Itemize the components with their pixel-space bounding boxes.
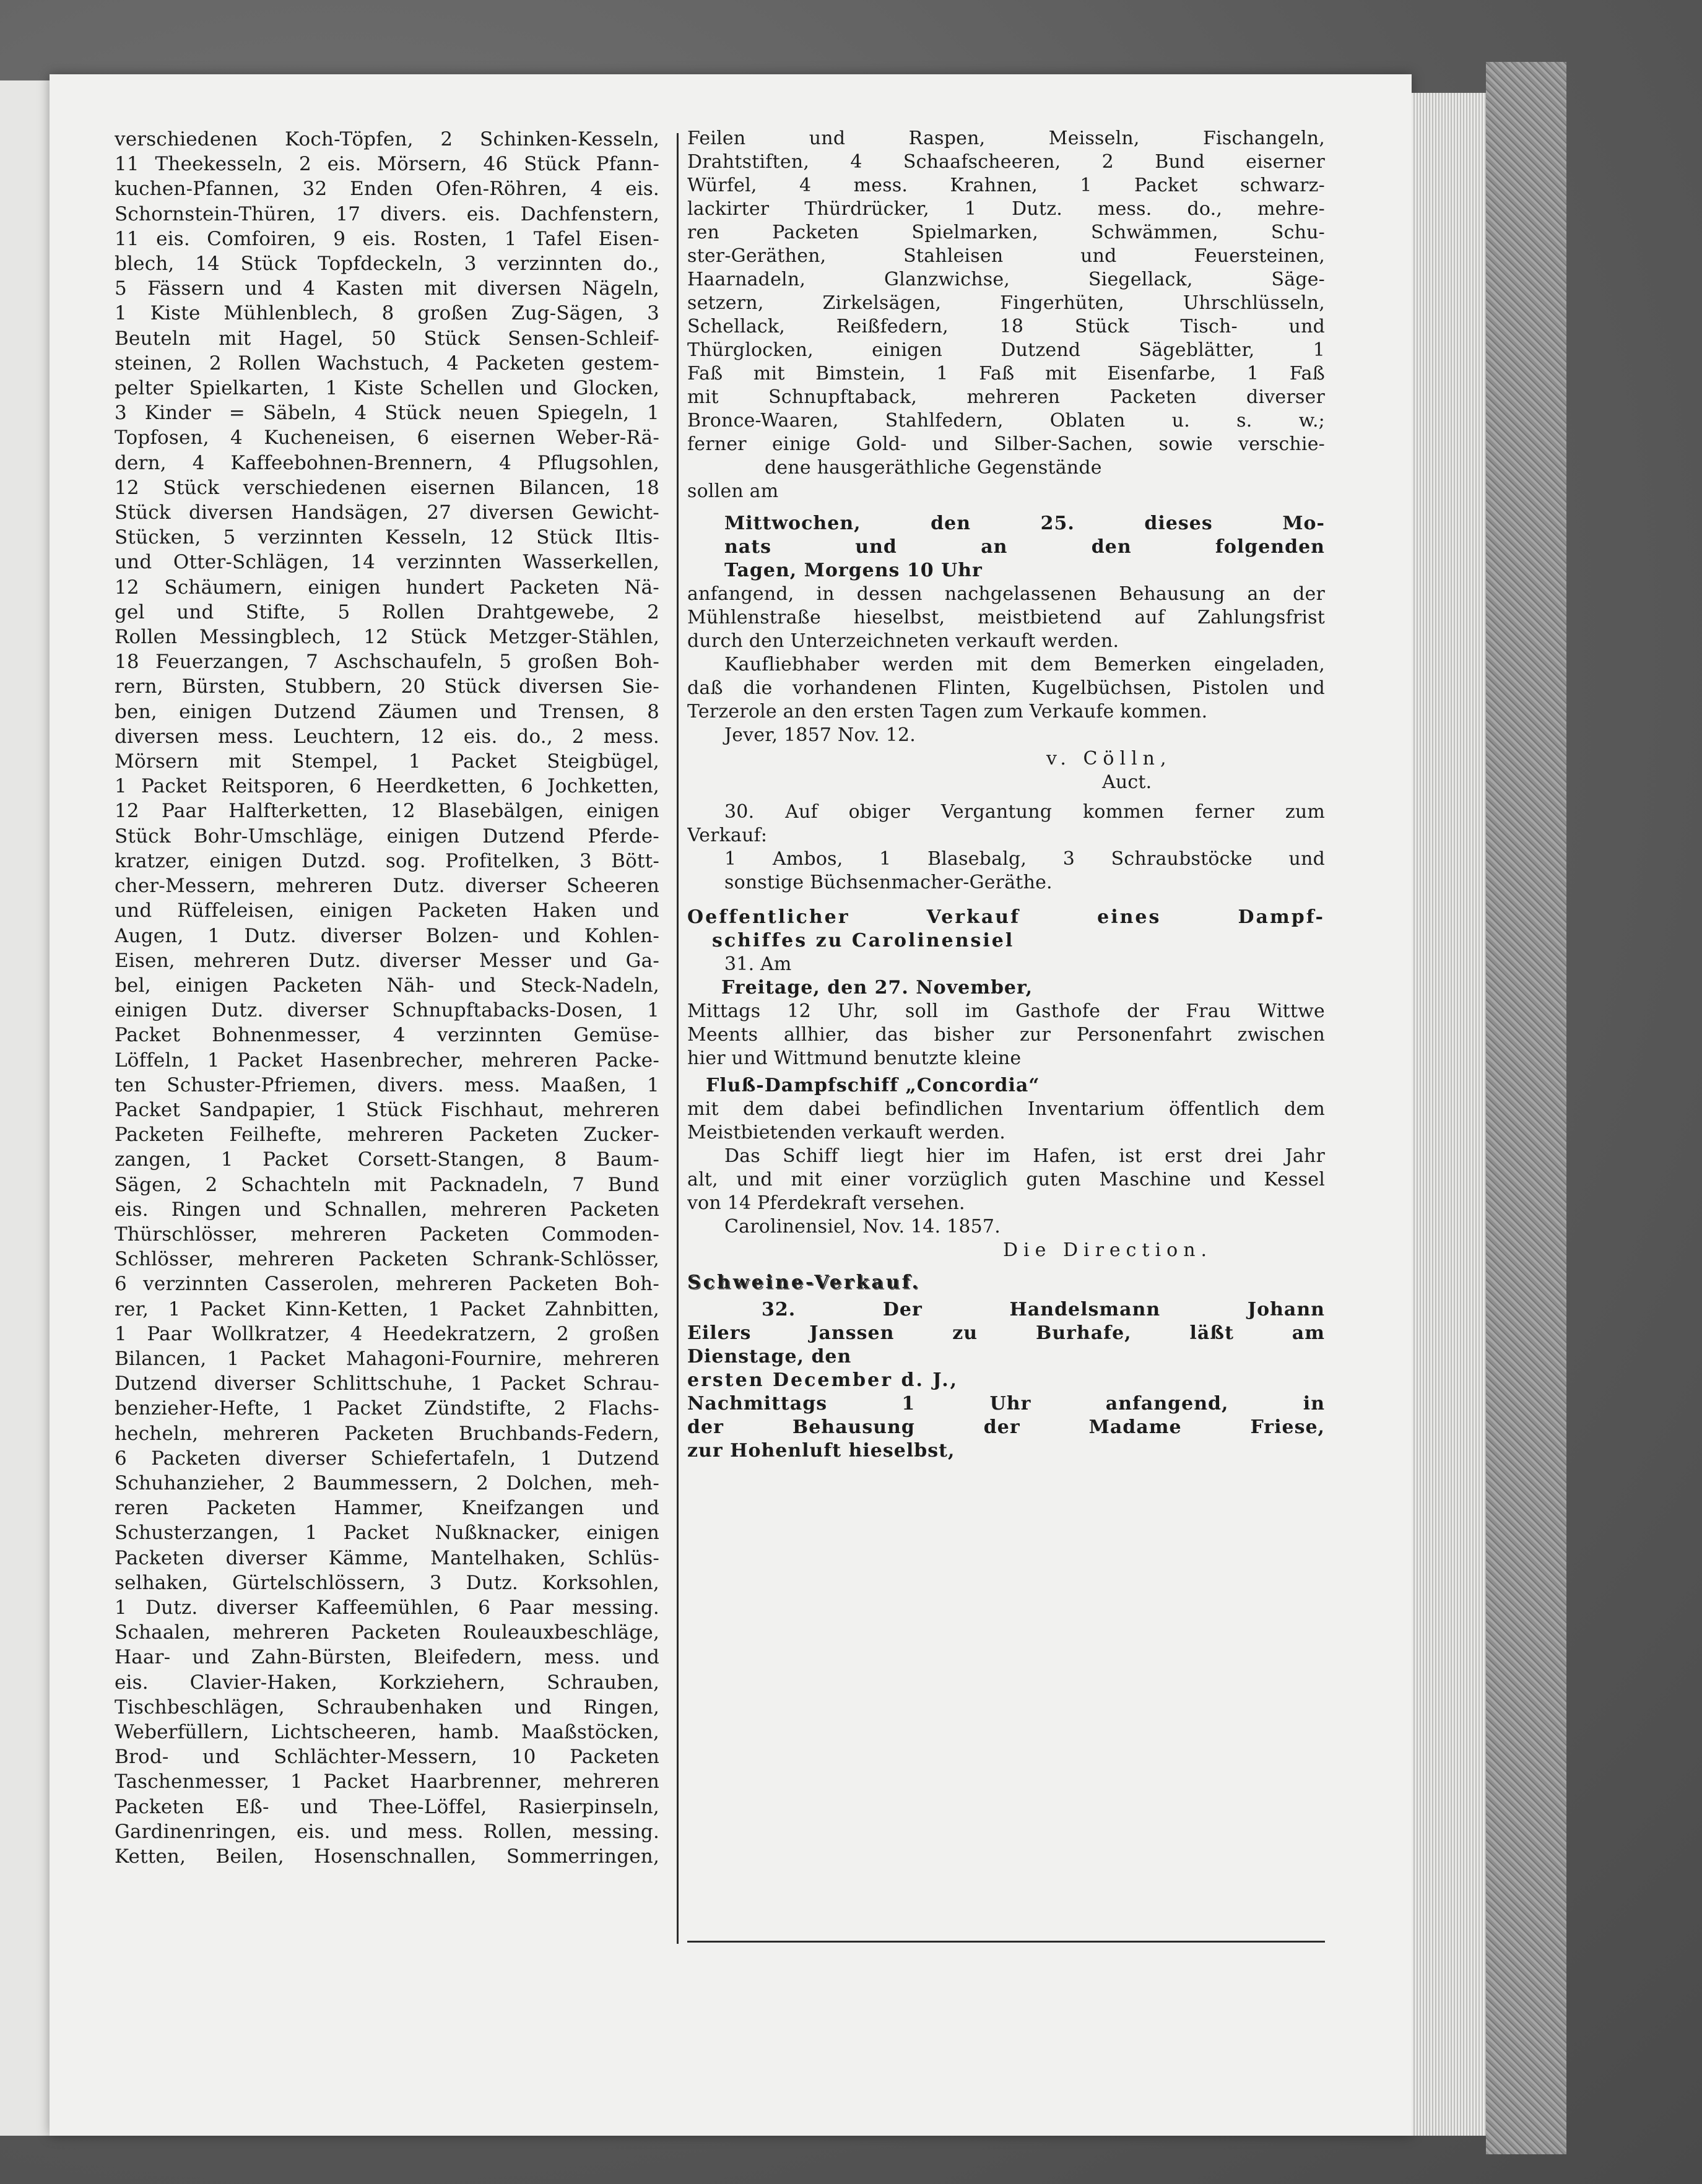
signature: v. Cölln,	[1046, 748, 1172, 769]
text-line: blech, 14 Stück Topfdeckeln, 3 verzinnten do.,	[115, 253, 659, 275]
text-line: Faß mit Bimstein, 1 Faß mit Eisenfarbe, 1 Faß	[687, 363, 1325, 384]
text-line: Rollen Messingblech, 12 Stück Metzger-Stählen,	[115, 626, 659, 649]
text-line: Gardinenringen, eis. und mess. Rollen, messing.	[115, 1820, 659, 1843]
text-line: benzieher-Hefte, 1 Packet Zündstifte, 2 Flachs-	[115, 1397, 659, 1420]
text-line: Bronce-Waaren, Stahlfedern, Oblaten u. s. w.;	[687, 410, 1325, 431]
text-line: 12 Schäumern, einigen hundert Packeten Nä-	[115, 576, 659, 599]
section-heading: schiffes zu Carolinensiel	[712, 930, 1015, 951]
text-line-large: Eilers Janssen zu Burhafe, läßt am	[687, 1322, 1325, 1344]
text-line: mit Schnupftaback, mehreren Packeten diverser	[687, 386, 1325, 408]
text-line: Würfel, 4 mess. Krahnen, 1 Packet schwarz-	[687, 175, 1325, 196]
text-line: pelter Spielkarten, 1 Kiste Schellen und Glocken,	[115, 377, 659, 400]
text-line: rer, 1 Packet Kinn-Ketten, 1 Packet Zahnbitten,	[115, 1298, 659, 1320]
text-line: lackirter Thürdrücker, 1 Dutz. mess. do., mehre-	[687, 198, 1325, 220]
place-date: Carolinensiel, Nov. 14. 1857.	[724, 1216, 1001, 1237]
text-line: und Rüffeleisen, einigen Packeten Haken und	[115, 899, 659, 922]
text-line: hier und Wittmund benutzte kleine	[687, 1047, 1022, 1069]
text-line: eis. Clavier-Haken, Korkziehern, Schrauben,	[115, 1671, 659, 1694]
text-line: Terzerole an den ersten Tagen zum Verkaufe kommen.	[687, 701, 1208, 722]
text-line-large: Nachmittags 1 Uhr anfangend, in	[687, 1393, 1325, 1415]
text-line: 11 eis. Comfoiren, 9 eis. Rosten, 1 Tafel Eisen-	[115, 227, 659, 250]
text-line: setzern, Zirkelsägen, Fingerhüten, Uhrschlüsseln,	[687, 292, 1325, 314]
text-line: Ketten, Beilen, Hosenschnallen, Sommerringen,	[115, 1845, 659, 1868]
text-line: 3 Kinder = Säbeln, 4 Stück neuen Spiegeln, 1	[115, 402, 659, 425]
right-column	[687, 127, 1325, 1463]
text-line: Stück Bohr-Umschläge, einigen Dutzend Pferde-	[115, 825, 659, 847]
left-column	[115, 127, 659, 1869]
place-date: Jever, 1857 Nov. 12.	[724, 724, 916, 746]
auction-date-line: Tagen, Morgens 10 Uhr	[724, 560, 983, 581]
text-line: verschiedenen Koch-Töpfen, 2 Schinken-Kesseln,	[115, 128, 659, 150]
text-line: Stücken, 5 verzinnten Kesseln, 12 Stück Iltis-	[115, 526, 659, 549]
items-continuation	[687, 127, 1325, 433]
text-line: Das Schiff liegt hier im Hafen, ist erst drei Jahr	[724, 1145, 1325, 1167]
text-line: Beuteln mit Hagel, 50 Stück Sensen-Schleif-	[115, 327, 659, 350]
text-line: 12 Paar Halfterketten, 12 Blasebälgen, einigen	[115, 800, 659, 823]
text-line: ren Packeten Spielmarken, Schwämmen, Schu-	[687, 222, 1325, 243]
text-line: steinen, 2 Rollen Wachstuch, 4 Packeten gestem-	[115, 352, 659, 375]
text-line: 1 Paar Wollkratzer, 4 Heedekratzern, 2 großen	[115, 1322, 659, 1345]
column-bottom-rule	[687, 1941, 1325, 1943]
text-line: Schellack, Reißfedern, 18 Stück Tisch- und	[687, 316, 1325, 337]
text-line: von 14 Pferdekraft versehen.	[687, 1192, 965, 1214]
text-line: Schusterzangen, 1 Packet Nußknacker, einigen	[115, 1522, 659, 1545]
text-line: sonstige Büchsenmacher-Geräthe.	[724, 872, 1053, 893]
column-divider	[677, 133, 679, 1944]
text-line: Meents allhier, das bisher zur Personenfahrt zwischen	[687, 1024, 1325, 1046]
text-line: ben, einigen Dutzend Zäumen und Trensen, 8	[115, 700, 659, 723]
text-line: Packeten diverser Kämme, Mantelhaken, Schlüs-	[115, 1546, 659, 1569]
text-line: Sägen, 2 Schachteln mit Packnadeln, 7 Bund	[115, 1173, 659, 1196]
text-line: anfangend, in dessen nachgelassenen Behausung an der	[687, 583, 1325, 605]
text-line: mit dem dabei befindlichen Inventarium öffentlich dem	[687, 1098, 1325, 1120]
page-edges	[1412, 93, 1486, 2136]
text-line: Taschenmesser, 1 Packet Haarbrenner, mehreren	[115, 1770, 659, 1793]
text-line: sollen am	[687, 480, 779, 502]
auction-date-line: Freitage, den 27. November,	[721, 977, 1033, 999]
text-line: 1 Kiste Mühlenblech, 8 großen Zug-Sägen, 3	[115, 302, 659, 325]
text-line: 30. Auf obiger Vergantung kommen ferner zum	[724, 801, 1325, 823]
section-heading-large: Schweine-Verkauf.	[687, 1272, 921, 1293]
text-line: gel und Stifte, 5 Rollen Drahtgewebe, 2	[115, 600, 659, 623]
text-line: Schaalen, mehreren Packeten Rouleauxbeschläge,	[115, 1621, 659, 1644]
text-line: bel, einigen Packeten Näh- und Steck-Nadeln,	[115, 974, 659, 997]
text-line: Schornstein-Thüren, 17 divers. eis. Dachfenstern,	[115, 202, 659, 225]
signature-title: Auct.	[1102, 771, 1152, 793]
text-line: Topfosen, 4 Kucheneisen, 6 eisernen Weber-Rä-	[115, 427, 659, 449]
text-line: Löffeln, 1 Packet Hasenbrecher, mehreren Packe-	[115, 1049, 659, 1072]
text-line: Mörsern mit Stempel, 1 Packet Steigbügel,	[115, 750, 659, 773]
text-line: Packet Sandpapier, 1 Stück Fischhaut, mehreren	[115, 1098, 659, 1121]
text-line-large: zur Hohenluft hieselbst,	[687, 1440, 955, 1462]
text-line: Tischbeschlägen, Schraubenhaken und Ringen,	[115, 1696, 659, 1718]
auction-date-line: nats und an den folgenden	[724, 536, 1325, 558]
text-line: alt, und mit einer vorzüglich guten Maschine und Kessel	[687, 1169, 1325, 1190]
text-line: hecheln, mehreren Packeten Bruchbands-Federn,	[115, 1422, 659, 1445]
text-line: zangen, 1 Packet Corsett-Stangen, 8 Baum-	[115, 1148, 659, 1171]
ship-name: Fluß-Dampfschiff „Concordia“	[706, 1075, 1040, 1096]
text-line: 1 Packet Reitsporen, 6 Heerdketten, 6 Jochketten,	[115, 775, 659, 798]
text-line: Augen, 1 Dutz. diverser Bolzen- und Kohlen-	[115, 924, 659, 947]
text-line: diversen mess. Leuchtern, 12 eis. do., 2 mess.	[115, 725, 659, 748]
text-line: Packet Bohnenmesser, 4 verzinnten Gemüse-	[115, 1024, 659, 1047]
text-line: Drahtstiften, 4 Schaafscheeren, 2 Bund eiserner	[687, 151, 1325, 173]
book-cover-edge	[1486, 62, 1566, 2154]
text-line: Bilancen, 1 Packet Mahagoni-Fournire, mehreren	[115, 1347, 659, 1370]
text-line: Meistbietenden verkauft werden.	[687, 1122, 1005, 1143]
text-line: Verkauf:	[687, 825, 768, 846]
text-line: Haar- und Zahn-Bürsten, Bleifedern, mess. und	[115, 1646, 659, 1669]
text-line: reren Packeten Hammer, Kneifzangen und	[115, 1497, 659, 1520]
text-line: Kaufliebhaber werden mit dem Bemerken eingeladen,	[724, 654, 1325, 675]
text-line: Stück diversen Handsägen, 27 diversen Gewicht-	[115, 501, 659, 524]
text-line: 5 Fässern und 4 Kasten mit diversen Nägeln,	[115, 277, 659, 300]
text-line: dene hausgeräthliche Gegenstände	[765, 457, 1102, 479]
text-line: Mittags 12 Uhr, soll im Gasthofe der Frau Wittwe	[687, 1000, 1325, 1022]
text-line-large: Dienstage, den	[687, 1346, 852, 1367]
text-line: cher-Messern, mehreren Dutz. diverser Scheeren	[115, 875, 659, 898]
text-line: Eisen, mehreren Dutz. diverser Messer und Ga-	[115, 949, 659, 972]
text-line: Feilen und Raspen, Meisseln, Fischangeln,	[687, 128, 1325, 149]
text-line: Thürglocken, einigen Dutzend Sägeblätter, 1	[687, 339, 1325, 361]
previous-page-edge	[0, 80, 50, 2136]
text-line: einigen Dutz. diverser Schnupftabacks-Dosen, 1	[115, 999, 659, 1022]
text-line: Weberfüllern, Lichtscheeren, hamb. Maaßstöcken,	[115, 1721, 659, 1743]
text-line: Mühlenstraße hieselbst, meistbietend auf Zahlungsfrist	[687, 607, 1325, 628]
text-line: ster-Geräthen, Stahleisen und Feuersteinen,	[687, 245, 1325, 267]
text-line: kuchen-Pfannen, 32 Enden Ofen-Röhren, 4 eis.	[115, 178, 659, 201]
text-line: ferner einige Gold- und Silber-Sachen, sowie verschie-	[687, 433, 1325, 455]
section-heading: Oeffentlicher Verkauf eines Dampf-	[687, 906, 1325, 928]
text-line: dern, 4 Kaffeebohnen-Brennern, 4 Pflugsohlen,	[115, 451, 659, 474]
signature: Die Direction.	[1003, 1239, 1213, 1261]
text-line: und Otter-Schlägen, 14 verzinnten Wasserkellen,	[115, 551, 659, 574]
text-line-large: der Behausung der Madame Friese,	[687, 1416, 1325, 1438]
text-line: Dutzend diverser Schlittschuhe, 1 Packet Schrau-	[115, 1372, 659, 1395]
text-line: Schlösser, mehreren Packeten Schrank-Schlösser,	[115, 1248, 659, 1271]
text-line: 1 Ambos, 1 Blasebalg, 3 Schraubstöcke und	[724, 848, 1325, 870]
auction-date-line: Mittwochen, den 25. dieses Mo-	[724, 513, 1325, 534]
text-line: Schuhanzieher, 2 Baummessern, 2 Dolchen, meh-	[115, 1471, 659, 1494]
text-line-large: 32. Der Handelsmann Johann	[762, 1299, 1325, 1320]
date-line-xl: ersten December d. J.,	[687, 1369, 959, 1391]
text-line: Haarnadeln, Glanzwichse, Siegellack, Säge-	[687, 269, 1325, 290]
text-line: 11 Theekesseln, 2 eis. Mörsern, 46 Stück Pfann-	[115, 153, 659, 176]
text-line: rern, Bürsten, Stubbern, 20 Stück diversen Sie-	[115, 675, 659, 698]
text-line: ten Schuster-Pfriemen, divers. mess. Maaßen, 1	[115, 1073, 659, 1096]
text-line: durch den Unterzeichneten verkauft werden.	[687, 630, 1119, 652]
text-line: 6 Packeten diverser Schiefertafeln, 1 Dutzend	[115, 1447, 659, 1470]
text-line: eis. Ringen und Schnallen, mehreren Packeten	[115, 1198, 659, 1221]
text-line: 1 Dutz. diverser Kaffeemühlen, 6 Paar messing.	[115, 1596, 659, 1619]
text-line: 18 Feuerzangen, 7 Aschschaufeln, 5 großen Boh-	[115, 651, 659, 674]
text-line: kratzer, einigen Dutzd. sog. Profitelken, 3 Bött-	[115, 849, 659, 872]
text-line: Packeten Eß- und Thee-Löffel, Rasierpinseln,	[115, 1795, 659, 1818]
text-line: Brod- und Schlächter-Messern, 10 Packeten	[115, 1746, 659, 1769]
text-line: daß die vorhandenen Flinten, Kugelbüchsen, Pistolen und	[687, 677, 1325, 699]
text-line: Thürschlösser, mehreren Packeten Commoden-	[115, 1223, 659, 1246]
text-line: 31. Am	[724, 953, 792, 975]
text-line: 12 Stück verschiedenen eisernen Bilancen, 18	[115, 476, 659, 499]
text-line: Packeten Feilhefte, mehreren Packeten Zucker-	[115, 1124, 659, 1146]
text-line: selhaken, Gürtelschlössern, 3 Dutz. Korksohlen,	[115, 1571, 659, 1594]
text-line: 6 verzinnten Casserolen, mehreren Packeten Boh-	[115, 1273, 659, 1296]
